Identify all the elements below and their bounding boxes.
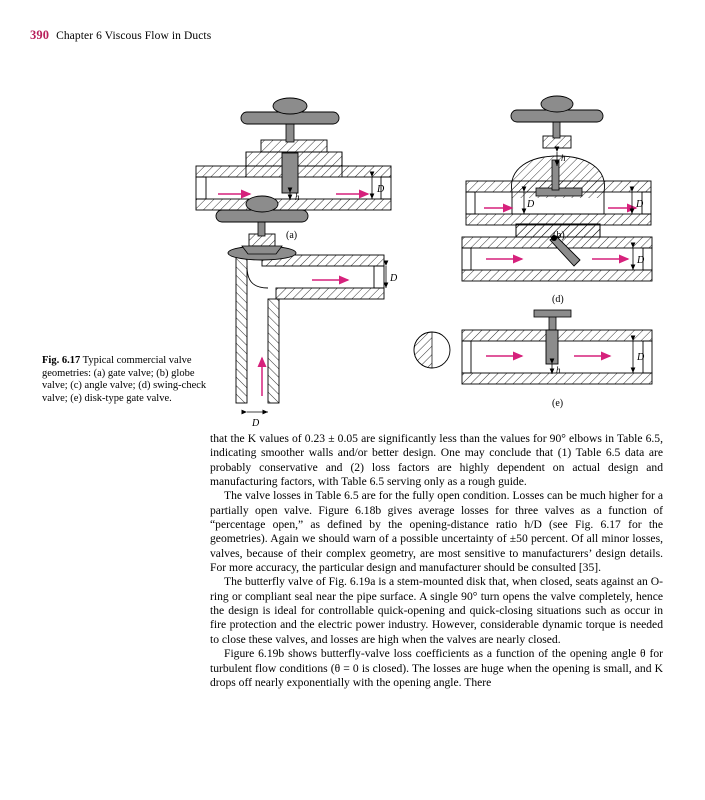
page-number: 390	[30, 28, 50, 42]
figure-caption-label: Fig. 6.17	[42, 355, 81, 366]
panel-e-disk-type-gate-valve	[414, 310, 652, 409]
svg-text:D: D	[390, 273, 398, 284]
svg-text:h: h	[556, 365, 561, 375]
body-text	[210, 432, 663, 690]
panel-d-label: (d)	[552, 294, 564, 305]
paragraph-3: The butterfly valve of Fig. 6.19a is a stem-mounted disk that, when closed, seats against an O-ring or compliant seal near the pipe surface. A single 90° turn opens the valve completely, hence the design is ideal for controllable quick-opening and quick-closing situations such as occur in fire protection and the electric power industry. However, considerable dynamic torque is needed to close these valves, and losses are high when the valves are nearly closed.	[210, 575, 663, 646]
svg-text:D: D	[637, 255, 645, 266]
svg-text:D: D	[377, 184, 385, 195]
panel-d-swing-check-valve	[462, 224, 652, 305]
paragraph-2: The valve losses in Table 6.5 are for the fully open condition. Losses can be much higher for a partially open valve. Figure 6.18b gives average losses for three valves as a function of “percentage open,” as defined by the opening-distance ratio h/D (see Fig. 6.17 for the geometries). Again we should warn of a possible uncertainty of ±50 percent. Of all minor losses, valves, because of their complex geometry, are most sensitive to manufacturers’ design details. For more accuracy, the particular design and manufacturer should be consulted [35].	[210, 489, 663, 575]
svg-text:h: h	[561, 153, 566, 163]
paragraph-4: Figure 6.19b shows butterfly-valve loss coefficients as a function of the opening angle θ for turbulent flow conditions (θ = 0 is closed). The losses are huge when the opening is small, and K drops off nearly exponentially with the opening angle. There	[210, 647, 663, 689]
svg-text:D: D	[252, 418, 260, 428]
chapter-title: Chapter 6 Viscous Flow in Ducts	[56, 30, 212, 42]
panel-e-label: (e)	[552, 398, 564, 409]
paragraph-1: that the K values of 0.23 ± 0.05 are significantly less than the values for 90° elbows in Table 6.5, indicating smoother walls and/or better design. One may conclude that (1) Table 6.5 data are probably conservative and (2) loss factors are highly dependent on actual design and manufacturing factors, with Table 6.5 serving only as a rough guide.	[210, 432, 663, 489]
figure-6-17	[0, 48, 705, 428]
svg-text:h: h	[295, 192, 300, 202]
panel-c-angle-valve	[216, 196, 398, 428]
figure-caption	[42, 355, 210, 405]
svg-text:D: D	[527, 199, 535, 210]
svg-text:D: D	[636, 199, 644, 210]
figure-caption-text: Typical commercial valve geometries: (a) gate valve; (b) globe valve; (c) angle valve; (d) swing-check valve; (e) disk-type gate valve.	[42, 355, 207, 404]
panel-b-globe-valve	[466, 96, 651, 241]
panel-a-label: (a)	[286, 230, 298, 241]
page-header	[30, 28, 211, 43]
svg-text:D: D	[637, 352, 645, 363]
